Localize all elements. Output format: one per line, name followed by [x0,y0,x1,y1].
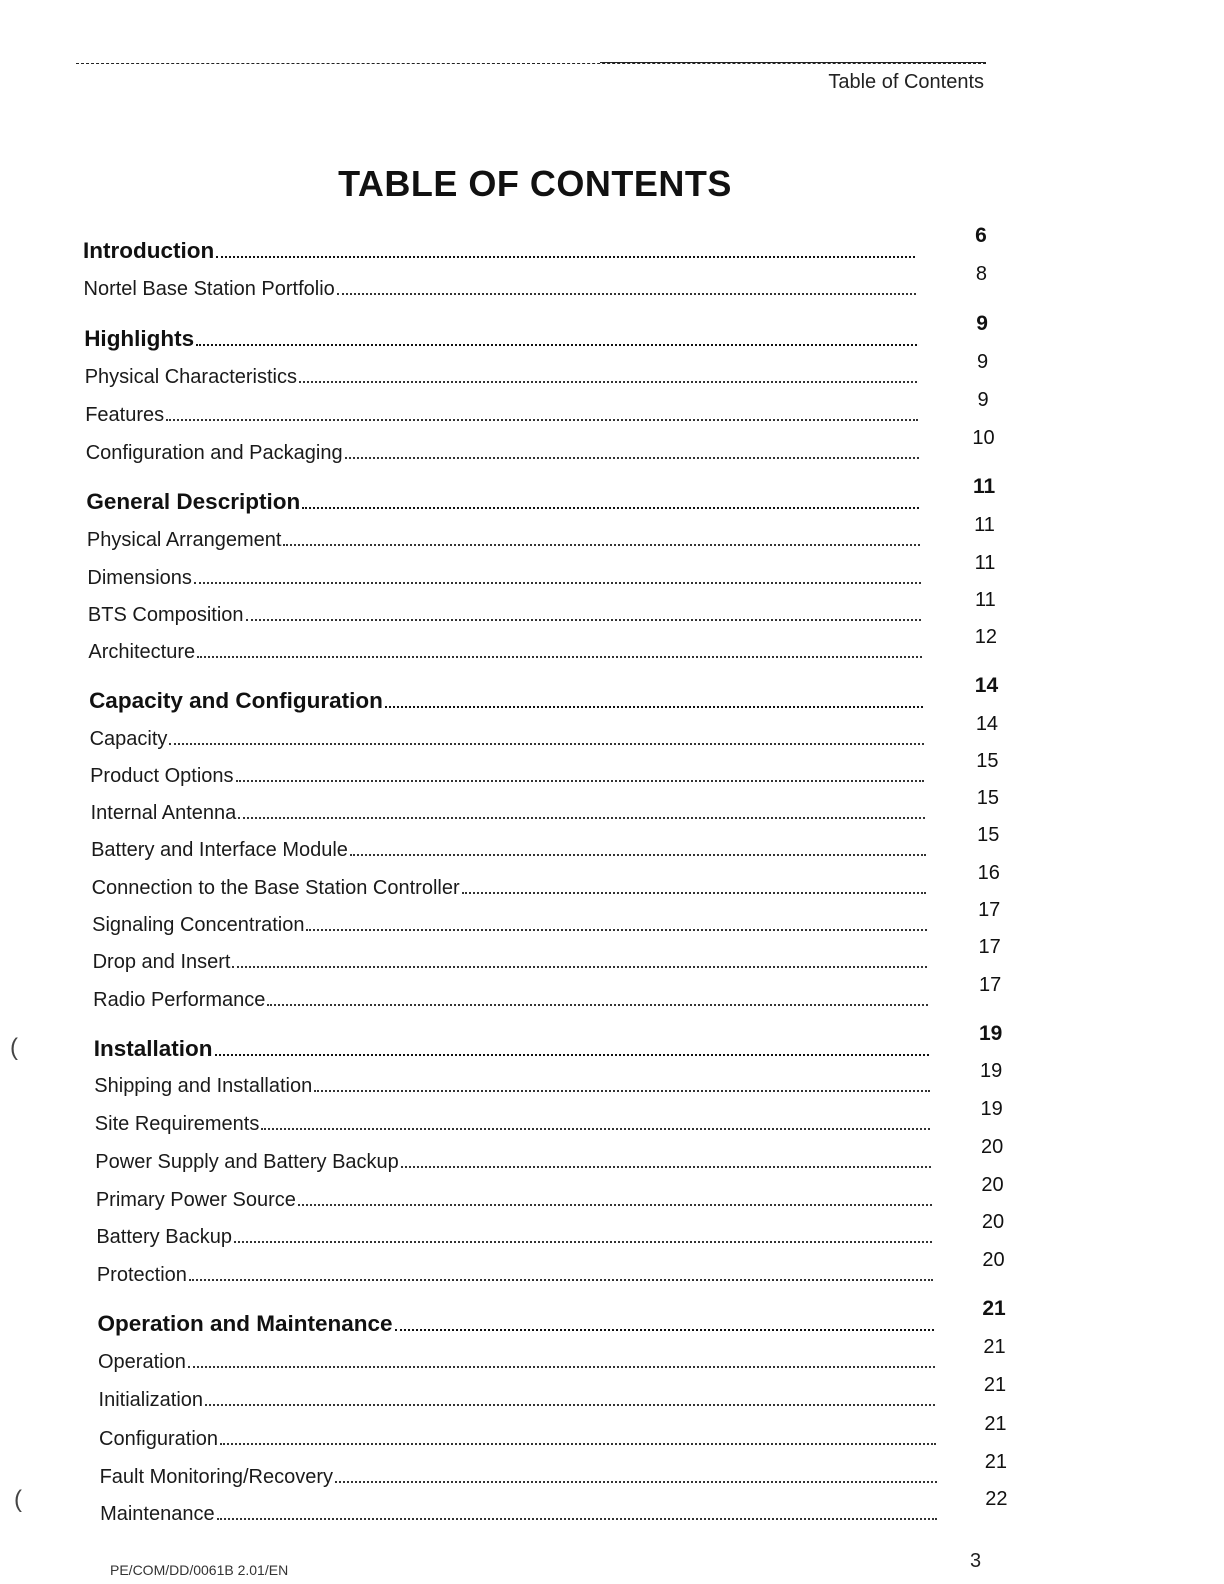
dot-leader [302,507,919,509]
toc-subsection-entry[interactable] [90,721,924,751]
footer-doc-code: PE/COM/DD/0061B 2.01/EN [110,1562,289,1578]
toc-subsection-entry[interactable] [87,522,920,552]
dot-leader [385,706,923,708]
dot-leader [234,1241,932,1243]
toc-subsection-entry[interactable] [93,982,928,1012]
toc-entry-label: General Description [86,489,301,514]
dot-leader [205,1404,935,1406]
toc-subsection-entry[interactable] [95,1106,931,1136]
toc-subsection-entry[interactable] [92,907,927,937]
dot-leader [462,892,927,894]
toc-entry-label: Installation [93,1036,213,1061]
toc-entry-label: Shipping and Installation [94,1075,313,1097]
dot-leader [298,1204,932,1206]
toc-subsection-entry[interactable] [100,1459,937,1489]
toc-entry-label: Site Requirements [94,1113,260,1135]
toc-page-number: 14 [975,713,999,735]
toc-page-number: 21 [984,1451,1008,1473]
toc-subsection-entry[interactable] [95,1144,931,1174]
toc-page-number: 15 [976,787,999,809]
toc-subsection-entry[interactable] [84,271,916,301]
toc-page-number: 15 [977,824,1000,846]
toc-entry-label: Dimensions [87,567,192,589]
toc-page-number: 16 [977,862,1000,884]
toc-section-entry[interactable] [89,684,923,714]
dot-leader [267,1004,928,1006]
toc-entry-label: Connection to the Base Station Controller [91,877,460,899]
dot-leader [261,1128,930,1130]
toc-section-entry[interactable] [97,1307,933,1337]
toc-subsection-entry[interactable] [96,1219,932,1249]
toc-entry-label: Primary Power Source [95,1189,296,1211]
toc-entry-label: Nortel Base Station Portfolio [83,278,335,300]
toc-subsection-entry[interactable] [87,560,920,590]
toc-entry-label: BTS Composition [87,604,244,626]
dot-leader [395,1329,934,1331]
toc-entry-label: Internal Antenna [90,802,237,824]
toc-entry-label: Features [85,404,165,426]
toc-page-number: 20 [982,1249,1005,1271]
dot-leader [299,381,917,383]
dot-leader [401,1166,931,1168]
toc-entry-label: Operation [98,1351,186,1373]
toc-page-number: 22 [985,1488,1008,1510]
toc-entry-label: Initialization [98,1389,204,1411]
toc-page-number: 11 [972,475,996,498]
dot-leader [197,656,922,658]
dot-leader [166,419,918,421]
footer-page-number: 3 [970,1550,982,1572]
toc-page-number: 19 [979,1022,1003,1045]
toc-entry-label: Physical Characteristics [84,366,297,388]
toc-page-number: 20 [980,1136,1004,1158]
dot-leader [246,619,922,621]
toc-entry-label: Battery Backup [96,1226,232,1248]
toc-entry-label: Maintenance [100,1503,215,1525]
dot-leader [345,457,919,459]
toc-entry-label: Operation and Maintenance [97,1311,393,1336]
toc-subsection-entry[interactable] [85,397,918,427]
toc-page-number: 14 [974,674,999,697]
running-head: Table of Contents [828,71,984,93]
toc-entry-label: Protection [96,1264,187,1286]
toc-page-number: 9 [976,312,988,335]
dot-leader [215,1054,929,1056]
dot-leader [232,966,927,968]
toc-subsection-entry[interactable] [94,1068,929,1098]
toc-page-number: 17 [978,936,1001,958]
toc-entry-label: Power Supply and Battery Backup [95,1151,399,1173]
toc-subsection-entry[interactable] [91,795,925,825]
toc-page-number: 21 [982,1297,1006,1320]
toc-page-number: 9 [977,389,989,411]
toc-subsection-entry[interactable] [100,1496,937,1526]
toc-subsection-entry[interactable] [97,1257,933,1287]
toc-page-number: 6 [975,224,987,247]
dot-leader [238,817,925,819]
toc-entry-label: Battery and Interface Module [91,839,348,861]
toc-subsection-entry[interactable] [92,870,927,900]
toc-page-number: 21 [983,1374,1007,1396]
toc-page-number: 10 [972,427,995,449]
toc-page-number: 17 [978,899,1001,921]
toc-page-number: 17 [978,974,1002,996]
toc-entry-label: Radio Performance [93,989,266,1011]
toc-entry-label: Configuration [99,1428,219,1450]
toc-subsection-entry[interactable] [86,435,919,465]
toc-entry-label: Architecture [88,641,196,663]
toc-page-number: 11 [975,589,996,611]
dot-leader [314,1090,929,1092]
dot-leader [283,544,920,546]
dot-leader [216,256,915,258]
toc-subsection-entry[interactable] [96,1182,932,1212]
dot-leader [169,743,923,745]
toc-page-number: 21 [984,1413,1007,1435]
dot-leader [350,854,926,856]
toc-page-number: 11 [974,514,995,536]
dot-leader [217,1518,938,1520]
toc-entry-label: Product Options [90,765,234,787]
toc-page-number: 21 [983,1336,1006,1358]
dot-leader [194,582,921,584]
toc-page-number: 20 [981,1174,1004,1196]
toc-section-entry[interactable] [84,322,916,352]
toc-page-number: 9 [976,351,989,373]
dot-leader [335,1481,937,1483]
toc-subsection-entry[interactable] [88,597,921,627]
toc-section-entry[interactable] [83,234,915,264]
toc-entry-label: Capacity [89,728,168,750]
toc-page-number: 12 [974,626,997,648]
toc-page-number: 20 [981,1211,1005,1233]
margin-mark: ( [10,1034,18,1061]
dot-leader [189,1279,933,1281]
toc-entry-label: Physical Arrangement [86,529,282,551]
toc-subsection-entry[interactable] [91,832,925,862]
dot-leader [196,344,916,346]
toc-subsection-entry[interactable] [98,1344,935,1374]
toc-entry-label: Introduction [83,238,215,263]
toc-section-entry[interactable] [94,1032,929,1062]
toc-subsection-entry[interactable] [99,1382,936,1412]
toc-entry-label: Drop and Insert [92,951,231,973]
page-title: TABLE OF CONTENTS [338,163,732,204]
toc-entry-label: Capacity and Configuration [89,688,383,713]
toc-page-number: 19 [980,1098,1003,1120]
toc-entry-label: Fault Monitoring/Recovery [99,1466,333,1488]
toc-entry-label: Configuration and Packaging [85,442,343,464]
toc-page-number: 19 [980,1060,1003,1082]
toc-subsection-entry[interactable] [88,634,922,664]
dot-leader [236,780,925,782]
dot-leader [306,929,926,931]
toc-subsection-entry[interactable] [90,758,924,788]
toc-subsection-entry[interactable] [99,1421,936,1451]
toc-section-entry[interactable] [86,485,919,515]
dot-leader [337,293,916,295]
margin-mark: ( [14,1486,22,1513]
dot-leader [220,1443,936,1445]
toc-subsection-entry[interactable] [85,359,918,389]
toc-subsection-entry[interactable] [93,944,928,974]
toc-page-number: 15 [976,750,999,772]
toc-page-number: 8 [975,263,988,285]
dot-leader [188,1366,935,1368]
toc-entry-label: Highlights [84,326,195,351]
toc-entry-label: Signaling Concentration [92,914,305,936]
toc-page-number: 11 [974,552,996,574]
